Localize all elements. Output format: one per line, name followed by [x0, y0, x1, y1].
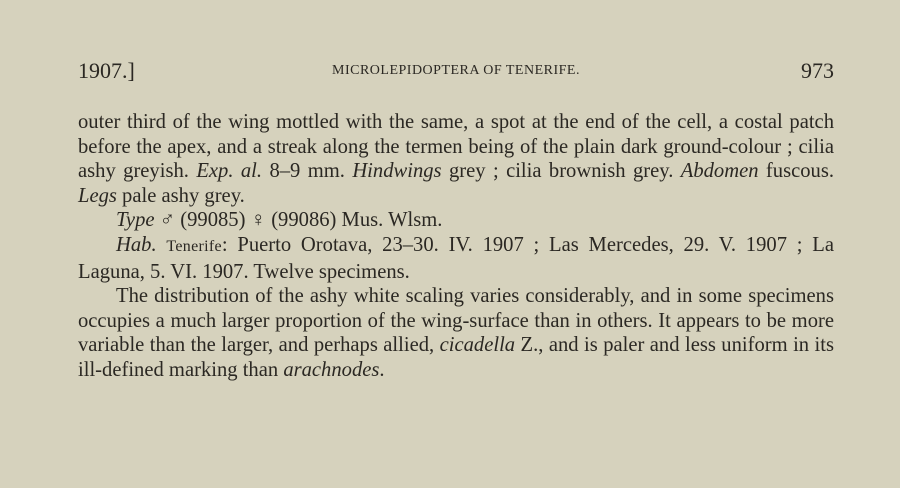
- paragraph-notes: [78, 284, 834, 382]
- desc-legs: Legs: [78, 184, 117, 207]
- notes-text-1: The distribution of the ashy white scaling varies considerably, and in some specimens occupies a much larger proportion of the wing-surface than in others. It appears to be more variable than the larger, and perhaps allied,: [78, 285, 834, 357]
- notes-text-2: Z., and is paler and less uniform in its ill-defined marking than: [78, 334, 834, 381]
- notes-text-3: .: [379, 358, 385, 381]
- paragraph-habitat: [78, 233, 834, 284]
- desc-exp-al: Exp. al.: [196, 160, 263, 183]
- hab-locality: Tenerife: [166, 237, 222, 255]
- paragraph-type: [78, 208, 834, 233]
- desc-abdomen: Abdomen: [680, 160, 759, 183]
- desc-hindwings: Hindwings: [352, 160, 442, 183]
- running-header: [78, 58, 834, 86]
- header-year: 1907.]: [78, 58, 135, 83]
- page-number: 973: [801, 58, 834, 83]
- header-title: MICROLEPIDOPTERA OF TENERIFE.: [332, 63, 580, 78]
- hab-text: : Puerto Orotava, 23–30. IV. 1907 ; Las Mercedes, 29. V. 1907 ; La Laguna, 5. VI. 1907. Twelve specimens.: [78, 233, 834, 283]
- paragraph-description: [78, 110, 834, 208]
- type-text: ♂ (99085) ♀ (99086) Mus. Wlsm.: [154, 209, 443, 232]
- desc-text-2: 8–9 mm.: [262, 160, 353, 183]
- desc-text-1: outer third of the wing mottled with the same, a spot at the end of the cell, a costal patch before the apex, and a streak along the termen being of the plain dark ground-colour ; cilia ashy greyish.: [78, 111, 834, 183]
- type-label: Type: [116, 209, 155, 232]
- body-text: [78, 110, 834, 383]
- desc-text-5: pale ashy grey.: [116, 184, 245, 207]
- desc-text-4: fuscous.: [758, 160, 834, 183]
- notes-arachnodes: arachnodes: [283, 358, 380, 381]
- desc-text-3: grey ; cilia brownish grey.: [441, 160, 681, 183]
- notes-cicadella: cicadella: [439, 334, 516, 357]
- hab-label: Hab.: [116, 233, 157, 256]
